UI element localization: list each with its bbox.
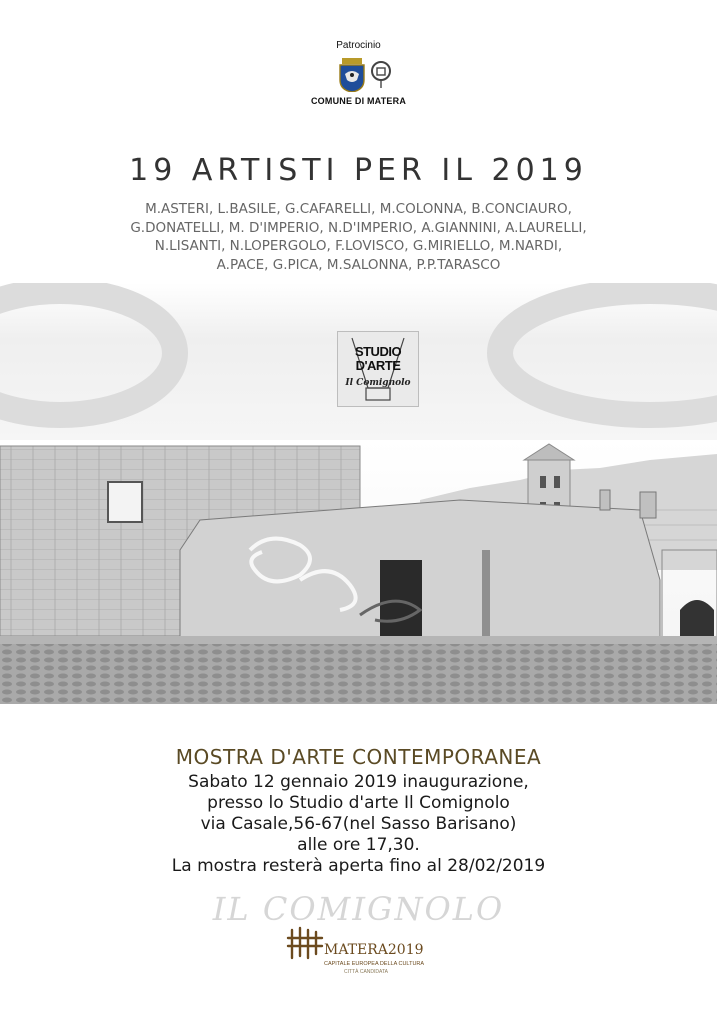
studio-logo-line2: D'ARTE	[355, 358, 401, 373]
studio-logo	[337, 331, 419, 407]
artist-line: A.PACE, G.PICA, M.SALONNA, P.P.TARASCO	[216, 256, 501, 273]
event-line: alle ore 17,30.	[297, 835, 420, 855]
matera-name: MATERA	[324, 942, 388, 958]
matera-year: 2019	[387, 942, 424, 958]
event-line: presso lo Studio d'arte Il Comignolo	[207, 793, 510, 813]
matera-2019-logo	[284, 926, 434, 986]
event-line: via Casale,56-67(nel Sasso Barisano)	[200, 814, 517, 834]
city-crest-icon	[340, 58, 364, 92]
brand-wordmark: IL COMIGNOLO	[212, 890, 505, 928]
patronage-label: Patrocinio	[336, 40, 381, 51]
patronage-crests	[332, 58, 394, 92]
artist-line: G.DONATELLI, M. D'IMPERIO, N.D'IMPERIO, A.GIANNINI, A.LAURELLI,	[130, 219, 587, 236]
event-line: La mostra resterà aperta fino al 28/02/2019	[171, 856, 546, 876]
artist-line: N.LISANTI, N.LOPERGOLO, F.LOVISCO, G.MIRIELLO, M.NARDI,	[154, 238, 563, 254]
event-details	[0, 772, 717, 877]
sassi-photo	[0, 440, 717, 704]
studio-logo-line1: STUDIO	[354, 344, 402, 359]
unesco-emblem-icon	[372, 62, 390, 88]
studio-logo-line3: Il Comignolo	[345, 378, 411, 388]
exhibition-title: 19 ARTISTI PER IL 2019	[129, 153, 588, 188]
comune-label: COMUNE DI MATERA	[310, 96, 407, 106]
artist-list	[0, 200, 717, 274]
matera-mark-icon	[286, 926, 326, 960]
matera-subtag: CITTÀ CANDIDATA	[344, 969, 388, 975]
matera-tagline: CAPITALE EUROPEA DELLA CULTURA	[324, 961, 425, 967]
event-line: Sabato 12 gennaio 2019 inaugurazione,	[188, 772, 529, 792]
event-heading: MOSTRA D'ARTE CONTEMPORANEA	[175, 745, 542, 769]
artist-line: M.ASTERI, L.BASILE, G.CAFARELLI, M.COLONNA, B.CONCIAURO,	[145, 201, 572, 217]
